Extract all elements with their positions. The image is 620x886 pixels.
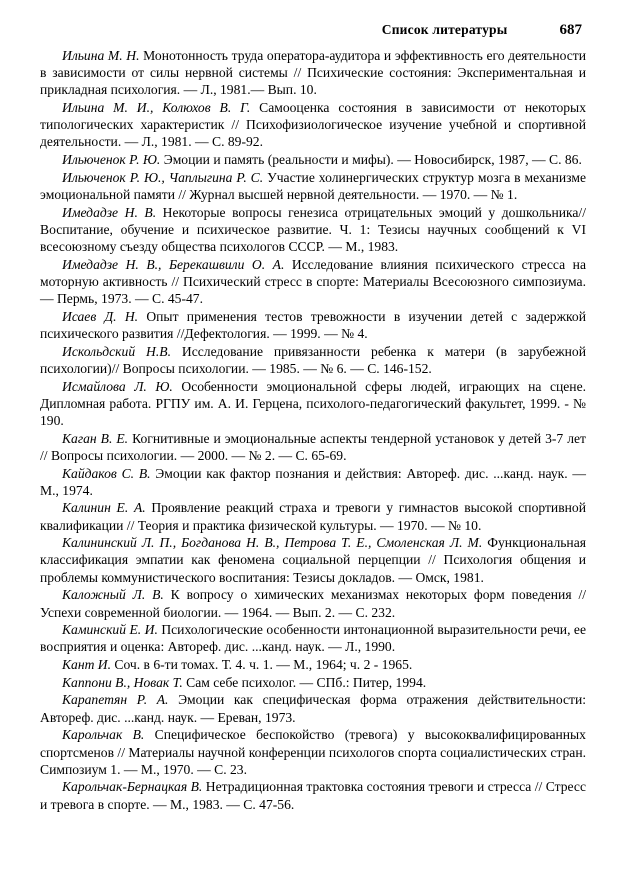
reference-author: Ильина М. Н. <box>62 48 140 63</box>
reference-item <box>40 151 586 168</box>
reference-author: Каппони В., Новак Т. <box>62 674 183 690</box>
reference-text: Исследование влияния психического стресса на моторную активность // Психический стресс в спорте: Материалы Всесоюзного симпозиума. — Пермь, 1973. — С. 45-47. <box>40 256 586 307</box>
reference-item <box>40 308 586 342</box>
reference-author: Ильюченок Р. Ю. <box>62 152 161 168</box>
running-title: Список литературы <box>381 22 508 37</box>
reference-text: Сам себе психолог. — СПб.: Питер, 1994. <box>182 674 427 690</box>
reference-text: Нетрадиционная трактовка состояния тревоги и стресса // Стресс и тревога в спорте. — М., 1983. — С. 47-56. <box>40 779 586 812</box>
reference-author: Исаев Д. Н. <box>62 308 139 324</box>
reference-author: Калинин Е. А. <box>62 500 146 516</box>
reference-item <box>40 430 586 464</box>
reference-text: Некоторые вопросы генезиса отрицательных эмоций у дошкольника// Воспитание, обучение и психическое развитие. Ч. 1: Тезисы научных сообщений к VI всесоюзному съезду общества психологов СССР. — М., 1983. <box>40 204 586 255</box>
reference-author: Имедадзе Н. В., Берекашвили О. А. <box>62 256 285 272</box>
reference-text: Соч. в 6-ти томах. Т. 4. ч. 1. — М., 1964; ч. 2 - 1965. <box>111 657 413 673</box>
reference-item <box>40 691 586 725</box>
reference-list <box>40 47 586 813</box>
reference-text: Эмоции и память (реальности и мифы). — Новосибирск, 1987, — С. 86. <box>160 152 582 168</box>
reference-item <box>40 343 586 377</box>
page-header <box>40 22 586 39</box>
reference-item <box>40 499 586 533</box>
page-footer <box>40 813 586 823</box>
reference-item <box>40 586 586 620</box>
reference-author: Имедадзе Н. В. <box>62 204 157 220</box>
reference-item <box>40 378 586 430</box>
reference-text: Функциональная классификация эмпатии как феномена социальной перцепции // Психология общения и проблемы коммунистического воспитания: Тезисы докладов. — Омск, 1981. <box>40 535 586 585</box>
reference-text: Когнитивные и эмоциональные аспекты тендерной установок у детей 3-7 лет // Вопросы психологии. — 2000. — № 2. — С. 65-69. <box>40 430 586 463</box>
page-number: 687 <box>559 22 582 38</box>
reference-text: Опыт применения тестов тревожности в изучении детей с задержкой психического развития //Дефектология. — 1999. — № 4. <box>40 308 586 341</box>
reference-author: Ильина М. И., Колюхов В. Г. <box>62 100 251 116</box>
reference-text: Самооценка состояния в зависимости от некоторых типологических характеристик // Психофизиологическое изучение учебной и спортивной деятельности. — Л., 1981. — С. 89-92. <box>40 100 586 150</box>
reference-author: Ильюченок Р. Ю., Чаплыгина Р. С. <box>62 169 264 185</box>
reference-item <box>40 204 586 256</box>
reference-item <box>40 99 586 151</box>
reference-item <box>40 47 586 99</box>
reference-text: Исследование привязанности ребенка к матери (в зарубежной психологии)// Вопросы психологии. — 1985. — № 6. — С. 146-152. <box>40 343 586 376</box>
reference-author: Каминский Е. И. <box>62 622 158 638</box>
reference-author: Карольчак В. <box>62 727 145 743</box>
reference-text: Проявление реакций страха и тревоги у гимнастов высокой спортивной квалификации // Теория и практика физической культуры. — 1970. — № 10. <box>40 500 586 533</box>
reference-text: Эмоции как специфическая форма отражения действительности: Автореф. дис. ...канд. наук. — Ереван, 1973. <box>40 692 586 725</box>
reference-item <box>40 656 586 673</box>
reference-author: Кайдаков С. В. <box>62 465 151 481</box>
reference-author: Кант И. <box>62 657 111 673</box>
reference-author: Каложный Л. В. <box>62 587 164 603</box>
reference-item <box>40 169 586 203</box>
reference-text: Психологические особенности интонационной выразительности речи, ее восприятия и оценка: Автореф. дис. ...канд. наук. — Л., 1990. <box>40 622 587 655</box>
reference-text: Монотонность труда оператора-аудитора и эффективность его деятельности в зависимости от силы нервной системы // Психические состояния: Экспериментальная и прикладная психология. — Л., 1981.— Вып. 10. <box>40 48 586 98</box>
reference-text: К вопросу о химических механизмах некоторых форм поведения // Успехи современной биологии. — 1964. — Вып. 2. — С. 232. <box>40 587 586 620</box>
reference-author: Исмайлова Л. Ю. <box>62 378 173 394</box>
reference-item <box>40 778 586 812</box>
reference-text: Участие холинергических структур мозга в механизме эмоциональной памяти // Журнал высшей нервной деятельности. — 1970. — № 1. <box>40 169 586 202</box>
reference-author: Калининский Л. П., Богданова Н. В., Петрова Т. Е., Смоленская Л. М. <box>62 535 483 551</box>
reference-text: Эмоции как фактор познания и действия: Автореф. дис. ...канд. наук. — М., 1974. <box>40 465 586 498</box>
reference-item <box>40 465 586 499</box>
reference-author: Карольчак-Бернацкая В. <box>62 779 203 795</box>
reference-item <box>40 534 586 586</box>
reference-author: Карапетян Р. А. <box>62 692 169 708</box>
reference-author: Искольдский Н.В. <box>62 343 171 359</box>
reference-item <box>40 674 586 691</box>
reference-item <box>40 726 586 778</box>
reference-item <box>40 621 586 655</box>
reference-text: Специфическое беспокойство (тревога) у высококвалифицированных спортсменов // Материалы научной конференции психологов спорта социалистических стран. Симпозиум 1. — М., 1970. — С. 23. <box>40 727 586 777</box>
reference-text: Особенности эмоциональной сферы людей, играющих на сцене. Дипломная работа. РГПУ им. А. И. Герцена, психолого-педагогический факультет, 1999. - № 190. <box>40 378 586 428</box>
reference-author: Каган В. Е. <box>62 430 129 446</box>
reference-item <box>40 256 586 308</box>
